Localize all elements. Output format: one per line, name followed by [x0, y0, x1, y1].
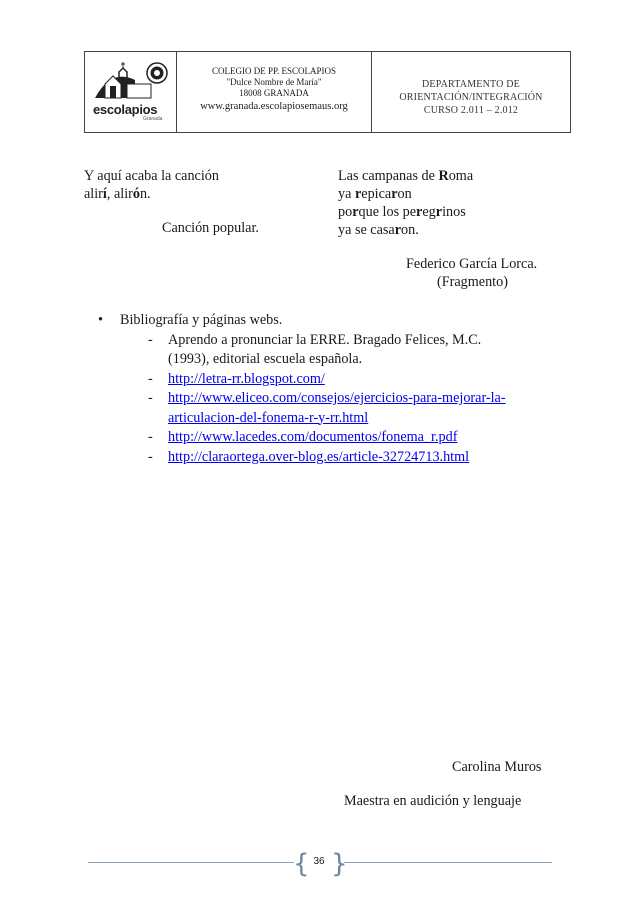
church-logo-icon	[91, 58, 171, 104]
right-brace-icon: }	[331, 849, 348, 879]
school-subtitle: "Dulce Nombre de María"	[226, 77, 322, 87]
link-eliceo[interactable]: http://www.eliceo.com/consejos/ejercicios-para-mejorar-la-	[168, 390, 506, 406]
list-item: - http://www.eliceo.com/consejos/ejercicios-para-mejorar-la-	[148, 390, 506, 406]
footer-rule-right	[344, 862, 552, 863]
link-claraortega[interactable]: http://claraortega.over-blog.es/article-32724713.html	[168, 448, 470, 465]
dept-line-3: CURSO 2.011 – 2.012	[423, 105, 519, 116]
page-number: 36	[313, 856, 325, 867]
signature-role: Maestra en audición y lenguaje	[344, 793, 522, 809]
school-city: 18008 GRANADA	[239, 88, 309, 98]
link-lacedes[interactable]: http://www.lacedes.com/documentos/fonema_r.pdf	[168, 429, 458, 445]
list-item-continuation	[98, 350, 506, 370]
bibliography-title-row	[98, 311, 506, 331]
bullet-icon: •	[98, 312, 103, 328]
bibliography-list	[98, 311, 506, 467]
list-item: - http://claraortega.over-blog.es/article-32724713.html	[148, 448, 470, 465]
poem-right-note: (Fragmento)	[437, 274, 508, 290]
list-item-continuation	[98, 409, 506, 429]
book-reference-cont: (1993), editorial escuela española.	[168, 351, 363, 367]
school-website: www.granada.escolapiosemaus.org	[200, 101, 348, 112]
list-item: - Aprendo a pronunciar la ERRE. Bragado Felices, M.C.	[148, 331, 482, 348]
signature-name: Carolina Muros	[452, 759, 542, 775]
logo-wordmark: escolapios	[93, 102, 158, 117]
dept-line-2: ORIENTACIÓN/INTEGRACIÓN	[399, 92, 543, 103]
dept-line-1: DEPARTAMENTO DE	[422, 79, 520, 90]
book-reference: Aprendo a pronunciar la ERRE. Bragado Felices, M.C.	[168, 331, 482, 348]
logo-subtitle: Granada	[143, 116, 163, 122]
footer-rule-left	[88, 862, 294, 863]
list-item: - http://www.lacedes.com/documentos/fonema_r.pdf	[148, 429, 458, 445]
school-name: COLEGIO DE PP. ESCOLAPIOS	[211, 66, 336, 76]
list-item: - http://letra-rr.blogspot.com/	[148, 370, 325, 387]
poem-right-author: Federico García Lorca.	[406, 256, 538, 272]
poem-right-line-1: Las campanas de Roma	[338, 168, 474, 184]
bibliography-title: Bibliografía y páginas webs.	[120, 312, 283, 328]
poem-left-attribution: Canción popular.	[162, 220, 259, 236]
school-logo	[85, 52, 177, 132]
school-info	[177, 52, 372, 132]
page-header	[84, 51, 571, 133]
link-letra-rr[interactable]: http://letra-rr.blogspot.com/	[168, 370, 325, 387]
poem-left-line-1: Y aquí acaba la canción	[84, 168, 219, 184]
poem-left-line-2: alirí, alirón.	[84, 186, 151, 202]
poem-right-line-4: ya se casaron.	[338, 222, 419, 238]
left-brace-icon: {	[293, 849, 310, 879]
poem-right-line-3: porque los peregrinos	[338, 204, 466, 220]
poem-right-line-2: ya repicaron	[338, 186, 412, 202]
department-info	[372, 52, 570, 132]
link-eliceo-cont[interactable]: articulacion-del-fonema-r-y-rr.html	[168, 409, 369, 426]
